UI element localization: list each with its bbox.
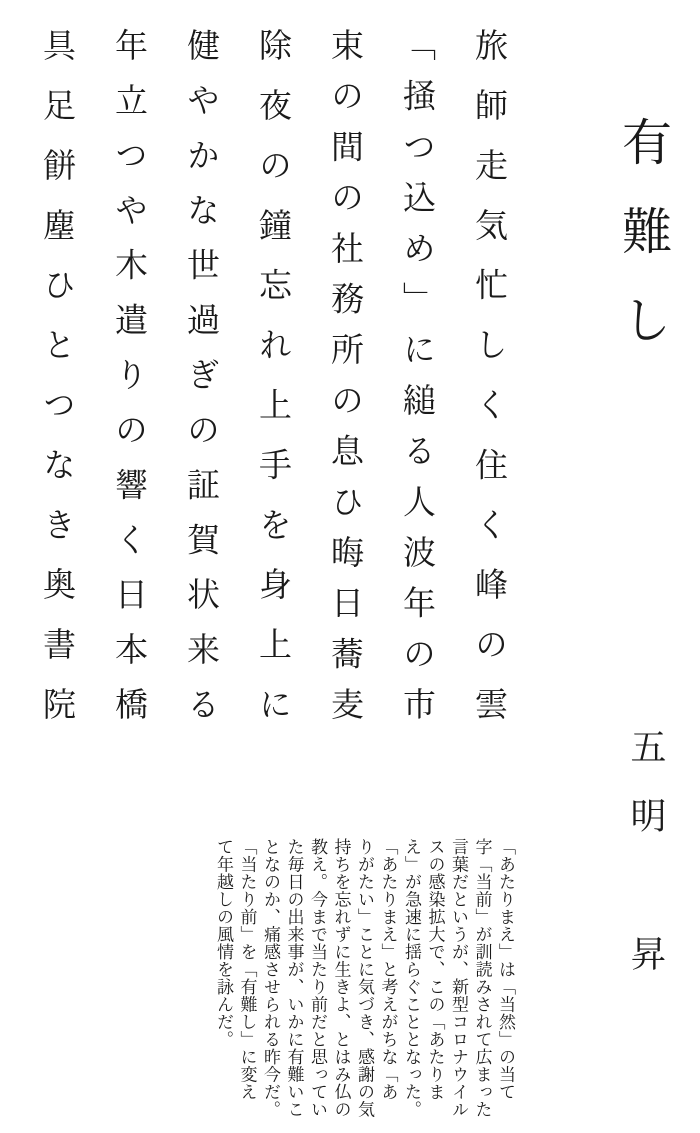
commentary-line: 「当たり前」を「有難し」に変え — [237, 838, 257, 1101]
commentary-line: た毎日の出来事が、いかに有難いこ — [284, 838, 304, 1118]
author-name: 五明 昇 — [626, 728, 666, 983]
haiku-block — [20, 28, 524, 738]
commentary-line: 「あたりまえ」は「当然」の当て — [496, 838, 515, 1101]
commentary-line: スの感染拡大で、この「あたりま — [425, 838, 445, 1101]
haiku-column: 「掻つ込め」に縋る人波年の市 — [398, 28, 434, 734]
commentary-line: 持ちを忘れずに生きよ、とはみ仏の — [331, 838, 351, 1118]
commentary-line: え」が急速に揺らぐこととなった。 — [402, 838, 421, 1118]
haiku-column: 年立つや木遣りの響く日本橋 — [110, 28, 146, 734]
haiku-column: 除夜の鐘忘れ上手を身上に — [254, 28, 290, 734]
commentary-line: 言葉だというが、新型コロナウイル — [449, 838, 468, 1118]
haiku-column: 健やかな世過ぎの証賀状来る — [182, 28, 218, 734]
commentary-line: りがたい」ことに気づき、感謝の気 — [355, 838, 374, 1118]
haiku-column: 具足餅塵ひとつなき奥書院 — [38, 28, 74, 734]
commentary-line: 「あたりまえ」と考えがちな「あ — [378, 838, 398, 1101]
haiku-column: 束の間の社務所の息ひ晦日蕎麦 — [326, 28, 362, 734]
commentary-block — [212, 838, 518, 1133]
commentary-line: 字「当前」が訓読みされて広まった — [472, 838, 492, 1118]
commentary-line: 教え。今まで当たり前だと思ってい — [308, 838, 327, 1118]
commentary-line: となのか、痛感させられる昨今だ。 — [261, 838, 280, 1118]
page-title: 有難し — [615, 116, 671, 368]
haiku-column: 旅師走気忙しく住く峰の雲 — [470, 28, 506, 734]
commentary-line: て年越しの風情を詠んだ。 — [214, 838, 233, 1048]
